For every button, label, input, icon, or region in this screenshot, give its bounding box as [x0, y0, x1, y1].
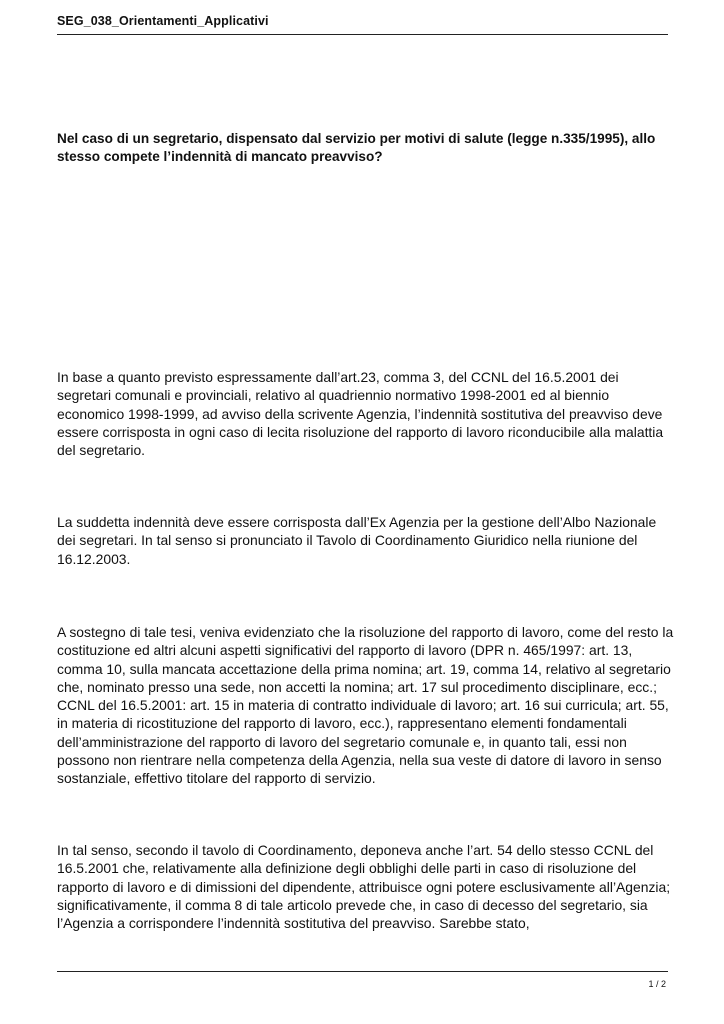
page-number: 1 / 2 [648, 979, 666, 989]
document-header-title: SEG_038_Orientamenti_Applicativi [57, 14, 269, 28]
footer-divider [57, 971, 668, 972]
answer-paragraph-4: In tal senso, secondo il tavolo di Coordinamento, deponeva anche l’art. 54 dello stesso CCNL del 16.5.2001 che, relativamente alla definizione degli obblighi delle parti in caso di risoluzione del rapporto di lavoro e di dimissioni del dipendente, attribuisce ogni potere esclusivamente all’Agenzia; significativamente, il comma 8 di tale articolo prevede che, in caso di decesso del segretario, sia l’Agenzia a corrispondere l’indennità sostitutiva del preavviso. Sarebbe stato, [57, 842, 671, 932]
question-heading: Nel caso di un segretario, dispensato dal servizio per motivi di salute (legge n.335/1995), allo stesso compete l’indennità di mancato preavviso? [57, 131, 656, 164]
answer-paragraph-1: In base a quanto previsto espressamente dall’art.23, comma 3, del CCNL del 16.5.2001 dei segretari comunali e provinciali, relativo al quadriennio normativo 1998-2001 ed al biennio economico 1998-1999, ad avviso della scrivente Agenzia, l’indennità sostitutiva del preavviso deve essere corrisposta in ogni caso di lecita risoluzione del rapporto di lavoro riconducibile alla malattia del segretario. [57, 369, 664, 459]
answer-paragraph-3: A sostegno di tale tesi, veniva evidenziato che la risoluzione del rapporto di lavoro, come del resto la costituzione ed altri alcuni aspetti significativi del rapporto di lavoro (DPR n. 465/1997: art. 13, comma 10, sulla mancata accettazione della prima nomina; art. 19, comma 14, relativo al segretario che, nominato presso una sede, non accetti la nomina; art. 17 sul procedimento disciplinare, ecc.; CCNL del 16.5.2001: art. 15 in materia di contratto individuale di lavoro; art. 16 sui curricula; art. 55, in materia di ricostituzione del rapporto di lavoro, ecc.), rappresentano elementi fondamentali dell’amministrazione del rapporto di lavoro del segretario comunale e, in quanto tali, essi non possono non rientrare nella competenza della Agenzia, nella sua veste di datore di lavoro in senso sostanziale, effettivo titolare del rapporto di servizio. [57, 624, 674, 787]
header-divider [57, 34, 668, 35]
answer-paragraph-2: La suddetta indennità deve essere corrisposta dall’Ex Agenzia per la gestione dell’Albo Nazionale dei segretari. In tal senso si pronunciato il Tavolo di Coordinamento Giuridico nella riunione del 16.12.2003. [57, 514, 657, 567]
